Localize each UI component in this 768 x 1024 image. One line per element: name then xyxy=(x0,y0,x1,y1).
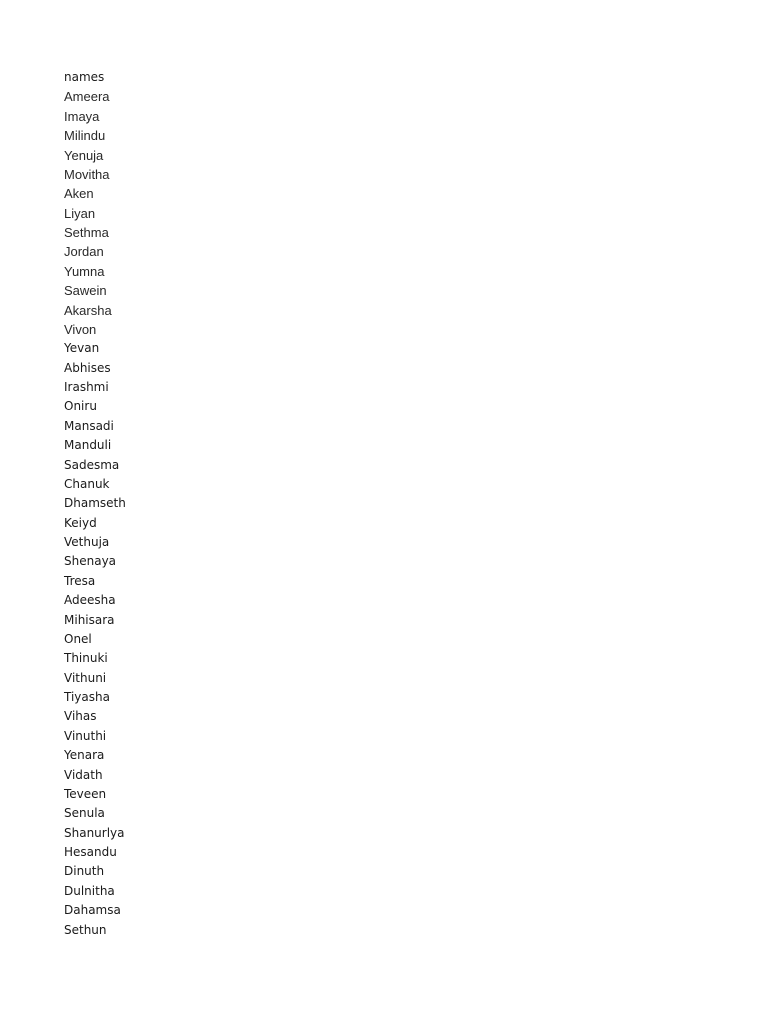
list-item: Shenaya xyxy=(64,554,117,569)
list-item: Manduli xyxy=(64,438,112,453)
list-item: Chanuk xyxy=(64,476,110,491)
list-item: Milindu xyxy=(64,128,106,144)
list-item: Liyan xyxy=(64,205,96,221)
list-item: Vidath xyxy=(64,767,103,782)
list-item: Senula xyxy=(64,806,105,821)
names-list xyxy=(64,68,126,940)
list-item: Akarsha xyxy=(64,302,112,318)
list-item: Imaya xyxy=(64,108,100,124)
list-item: Mansadi xyxy=(64,418,114,433)
list-item: Yevan xyxy=(64,341,100,356)
list-item: Vivon xyxy=(64,321,97,337)
list-item: Teveen xyxy=(64,786,107,801)
list-item: Ameera xyxy=(64,89,110,105)
list-item: Sawein xyxy=(64,283,107,299)
list-item: Vethuja xyxy=(64,535,110,549)
list-item: Dinuth xyxy=(64,864,105,879)
list-item: Thinuki xyxy=(64,651,108,666)
list-item: Movitha xyxy=(64,166,110,182)
list-item: Mihisara xyxy=(64,612,115,627)
list-item: Shanurlya xyxy=(64,825,125,840)
list-item: Vinuthi xyxy=(64,728,107,743)
list-item: Keiyd xyxy=(64,515,97,530)
list-item: Oniru xyxy=(64,399,97,414)
list-item: Onel xyxy=(64,631,92,646)
list-item: Yenara xyxy=(64,748,105,763)
list-item: Hesandu xyxy=(64,845,117,859)
list-item: Abhises xyxy=(64,360,111,375)
list-item: Dahamsa xyxy=(64,903,121,918)
list-item: Sadesma xyxy=(64,457,120,472)
list-item: Dhamseth xyxy=(64,496,126,511)
column-header: names xyxy=(64,70,105,84)
list-item: Dulnitha xyxy=(64,883,115,898)
list-item: Yenuja xyxy=(64,147,104,163)
list-item: Tiyasha xyxy=(64,690,110,704)
list-item: Irashmi xyxy=(64,380,109,394)
list-item: Adeesha xyxy=(64,593,116,608)
list-item: Yumna xyxy=(64,263,105,279)
list-item: Sethma xyxy=(64,225,109,240)
list-item: Aken xyxy=(64,186,94,202)
list-item: Jordan xyxy=(64,244,104,260)
list-item: Tresa xyxy=(64,573,96,588)
list-item: Vithuni xyxy=(64,670,107,685)
list-item: Sethun xyxy=(64,922,107,937)
list-item: Vihas xyxy=(64,709,97,724)
